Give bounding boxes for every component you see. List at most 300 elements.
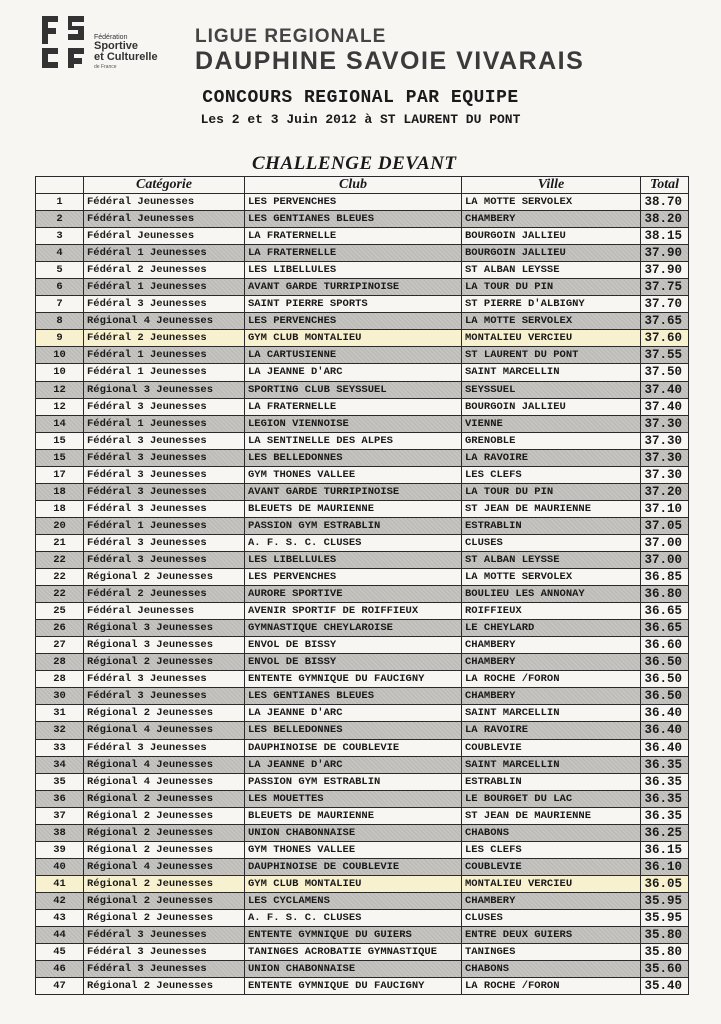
city-cell: LES CLEFS	[462, 466, 641, 483]
category-cell: Régional 3 Jeunesses	[84, 637, 245, 654]
category-cell: Régional 2 Jeunesses	[84, 841, 245, 858]
rank-cell: 4	[36, 245, 84, 262]
total-cell: 36.40	[641, 722, 689, 739]
club-cell: LES GENTIANES BLEUES	[245, 211, 462, 228]
table-row	[36, 296, 689, 313]
rank-cell: 21	[36, 534, 84, 551]
club-cell: LA FRATERNELLE	[245, 398, 462, 415]
table-row	[36, 330, 689, 347]
category-cell: Fédéral 3 Jeunesses	[84, 432, 245, 449]
city-cell: SEYSSUEL	[462, 381, 641, 398]
club-cell: LES LIBELLULES	[245, 551, 462, 568]
club-cell: LA JEANNE D'ARC	[245, 364, 462, 381]
category-cell: Fédéral 3 Jeunesses	[84, 551, 245, 568]
total-cell: 37.30	[641, 415, 689, 432]
rank-cell: 22	[36, 586, 84, 603]
table-row	[36, 944, 689, 961]
category-cell: Régional 3 Jeunesses	[84, 620, 245, 637]
category-cell: Fédéral 3 Jeunesses	[84, 296, 245, 313]
category-cell: Régional 3 Jeunesses	[84, 381, 245, 398]
category-cell: Régional 2 Jeunesses	[84, 875, 245, 892]
club-cell: TANINGES ACROBATIE GYMNASTIQUE	[245, 944, 462, 961]
city-cell: CHAMBERY	[462, 637, 641, 654]
club-cell: UNION CHABONNAISE	[245, 824, 462, 841]
table-row	[36, 688, 689, 705]
total-cell: 36.10	[641, 858, 689, 875]
city-cell: ST JEAN DE MAURIENNE	[462, 500, 641, 517]
federation-small-label: Fédération	[94, 34, 128, 41]
total-cell: 35.80	[641, 944, 689, 961]
city-cell: ST JEAN DE MAURIENNE	[462, 807, 641, 824]
table-row	[36, 211, 689, 228]
total-cell: 36.40	[641, 705, 689, 722]
total-cell: 37.20	[641, 483, 689, 500]
club-cell: PASSION GYM ESTRABLIN	[245, 773, 462, 790]
table-row	[36, 534, 689, 551]
table-row	[36, 517, 689, 534]
rank-cell: 17	[36, 466, 84, 483]
rank-cell: 15	[36, 432, 84, 449]
table-row	[36, 313, 689, 330]
total-cell: 37.90	[641, 245, 689, 262]
table-row	[36, 364, 689, 381]
club-cell: LES PERVENCHES	[245, 569, 462, 586]
rank-cell: 26	[36, 620, 84, 637]
club-cell: DAUPHINOISE DE COUBLEVIE	[245, 858, 462, 875]
club-cell: LES BELLEDONNES	[245, 449, 462, 466]
category-cell: Fédéral 3 Jeunesses	[84, 500, 245, 517]
club-cell: ENVOL DE BISSY	[245, 654, 462, 671]
category-cell: Fédéral 1 Jeunesses	[84, 279, 245, 296]
rank-cell: 28	[36, 654, 84, 671]
total-cell: 36.35	[641, 790, 689, 807]
table-row	[36, 858, 689, 875]
rank-cell: 7	[36, 296, 84, 313]
rank-cell: 32	[36, 722, 84, 739]
total-cell: 38.20	[641, 211, 689, 228]
rank-cell: 41	[36, 875, 84, 892]
rank-cell: 45	[36, 944, 84, 961]
club-cell: ENTENTE GYMNIQUE DU FAUCIGNY	[245, 978, 462, 995]
header-city: Ville	[462, 177, 641, 194]
rank-cell: 38	[36, 824, 84, 841]
city-cell: LA MOTTE SERVOLEX	[462, 194, 641, 211]
total-cell: 35.95	[641, 892, 689, 909]
category-cell: Fédéral 1 Jeunesses	[84, 415, 245, 432]
table-row	[36, 756, 689, 773]
club-cell: AVANT GARDE TURRIPINOISE	[245, 483, 462, 500]
category-cell: Fédéral 3 Jeunesses	[84, 944, 245, 961]
category-cell: Fédéral 3 Jeunesses	[84, 449, 245, 466]
city-cell: LA TOUR DU PIN	[462, 279, 641, 296]
total-cell: 36.65	[641, 620, 689, 637]
category-cell: Régional 4 Jeunesses	[84, 858, 245, 875]
rank-cell: 27	[36, 637, 84, 654]
club-cell: LA CARTUSIENNE	[245, 347, 462, 364]
category-cell: Fédéral Jeunesses	[84, 603, 245, 620]
rank-cell: 34	[36, 756, 84, 773]
club-cell: A. F. S. C. CLUSES	[245, 909, 462, 926]
rank-cell: 10	[36, 364, 84, 381]
category-cell: Fédéral Jeunesses	[84, 194, 245, 211]
total-cell: 37.90	[641, 262, 689, 279]
header-category: Catégorie	[84, 177, 245, 194]
category-cell: Fédéral 3 Jeunesses	[84, 483, 245, 500]
club-cell: LEGION VIENNOISE	[245, 415, 462, 432]
total-cell: 37.55	[641, 347, 689, 364]
rank-cell: 12	[36, 398, 84, 415]
rank-cell: 31	[36, 705, 84, 722]
table-row	[36, 603, 689, 620]
table-row	[36, 228, 689, 245]
rank-cell: 22	[36, 569, 84, 586]
rank-cell: 9	[36, 330, 84, 347]
fscf-logo-icon	[38, 12, 90, 72]
rank-cell: 35	[36, 773, 84, 790]
club-cell: ENTENTE GYMNIQUE DU FAUCIGNY	[245, 671, 462, 688]
category-cell: Fédéral 1 Jeunesses	[84, 517, 245, 534]
city-cell: LA ROCHE /FORON	[462, 978, 641, 995]
table-row	[36, 705, 689, 722]
rank-cell: 40	[36, 858, 84, 875]
city-cell: ST LAURENT DU PONT	[462, 347, 641, 364]
rank-cell: 30	[36, 688, 84, 705]
table-header-row	[36, 177, 689, 194]
category-cell: Régional 4 Jeunesses	[84, 773, 245, 790]
city-cell: LA RAVOIRE	[462, 722, 641, 739]
club-cell: ENVOL DE BISSY	[245, 637, 462, 654]
club-cell: GYM THONES VALLEE	[245, 841, 462, 858]
club-cell: AVENIR SPORTIF DE ROIFFIEUX	[245, 603, 462, 620]
table-row	[36, 432, 689, 449]
club-cell: GYM CLUB MONTALIEU	[245, 875, 462, 892]
table-row	[36, 978, 689, 995]
city-cell: LA TOUR DU PIN	[462, 483, 641, 500]
club-cell: GYM CLUB MONTALIEU	[245, 330, 462, 347]
total-cell: 36.80	[641, 586, 689, 603]
category-cell: Régional 4 Jeunesses	[84, 313, 245, 330]
rank-cell: 12	[36, 381, 84, 398]
city-cell: TANINGES	[462, 944, 641, 961]
rank-cell: 8	[36, 313, 84, 330]
total-cell: 36.05	[641, 875, 689, 892]
category-cell: Régional 2 Jeunesses	[84, 892, 245, 909]
rank-cell: 15	[36, 449, 84, 466]
table-row	[36, 909, 689, 926]
total-cell: 36.25	[641, 824, 689, 841]
club-cell: LES CYCLAMENS	[245, 892, 462, 909]
category-cell: Fédéral 3 Jeunesses	[84, 398, 245, 415]
club-cell: LA JEANNE D'ARC	[245, 705, 462, 722]
category-cell: Régional 2 Jeunesses	[84, 569, 245, 586]
city-cell: MONTALIEU VERCIEU	[462, 875, 641, 892]
city-cell: LES CLEFS	[462, 841, 641, 858]
city-cell: CHAMBERY	[462, 654, 641, 671]
city-cell: CLUSES	[462, 909, 641, 926]
federation-name	[94, 41, 158, 63]
club-cell: BLEUETS DE MAURIENNE	[245, 807, 462, 824]
results-table	[35, 176, 689, 995]
category-cell: Régional 2 Jeunesses	[84, 705, 245, 722]
club-cell: LES BELLEDONNES	[245, 722, 462, 739]
rank-cell: 20	[36, 517, 84, 534]
table-row	[36, 841, 689, 858]
total-cell: 35.40	[641, 978, 689, 995]
rank-cell: 36	[36, 790, 84, 807]
city-cell: LE CHEYLARD	[462, 620, 641, 637]
rank-cell: 37	[36, 807, 84, 824]
total-cell: 37.40	[641, 398, 689, 415]
table-row	[36, 398, 689, 415]
category-cell: Fédéral 3 Jeunesses	[84, 961, 245, 978]
club-cell: PASSION GYM ESTRABLIN	[245, 517, 462, 534]
total-cell: 37.05	[641, 517, 689, 534]
total-cell: 37.75	[641, 279, 689, 296]
club-cell: LA FRATERNELLE	[245, 245, 462, 262]
category-cell: Fédéral 1 Jeunesses	[84, 347, 245, 364]
club-cell: LES PERVENCHES	[245, 313, 462, 330]
header-club: Club	[245, 177, 462, 194]
rank-cell: 28	[36, 671, 84, 688]
rank-cell: 14	[36, 415, 84, 432]
club-cell: LES GENTIANES BLEUES	[245, 688, 462, 705]
city-cell: SAINT MARCELLIN	[462, 705, 641, 722]
category-cell: Fédéral 3 Jeunesses	[84, 739, 245, 756]
table-row	[36, 739, 689, 756]
federation-tiny-label: de France	[94, 64, 117, 70]
total-cell: 36.85	[641, 569, 689, 586]
city-cell: CHABONS	[462, 824, 641, 841]
club-cell: AVANT GARDE TURRIPINOISE	[245, 279, 462, 296]
category-cell: Fédéral Jeunesses	[84, 228, 245, 245]
city-cell: BOURGOIN JALLIEU	[462, 228, 641, 245]
rank-cell: 10	[36, 347, 84, 364]
header-total: Total	[641, 177, 689, 194]
table-row	[36, 569, 689, 586]
club-cell: UNION CHABONNAISE	[245, 961, 462, 978]
table-row	[36, 415, 689, 432]
city-cell: CLUSES	[462, 534, 641, 551]
city-cell: LE BOURGET DU LAC	[462, 790, 641, 807]
rank-cell: 6	[36, 279, 84, 296]
total-cell: 37.30	[641, 466, 689, 483]
total-cell: 37.65	[641, 313, 689, 330]
table-row	[36, 483, 689, 500]
rank-cell: 25	[36, 603, 84, 620]
category-cell: Régional 2 Jeunesses	[84, 824, 245, 841]
total-cell: 36.50	[641, 654, 689, 671]
club-cell: SAINT PIERRE SPORTS	[245, 296, 462, 313]
city-cell: BOURGOIN JALLIEU	[462, 245, 641, 262]
category-cell: Fédéral 1 Jeunesses	[84, 245, 245, 262]
total-cell: 37.50	[641, 364, 689, 381]
rank-cell: 39	[36, 841, 84, 858]
city-cell: ST PIERRE D'ALBIGNY	[462, 296, 641, 313]
table-row	[36, 586, 689, 603]
category-cell: Fédéral 3 Jeunesses	[84, 466, 245, 483]
city-cell: CHAMBERY	[462, 892, 641, 909]
table-row	[36, 245, 689, 262]
total-cell: 37.10	[641, 500, 689, 517]
total-cell: 37.70	[641, 296, 689, 313]
table-row	[36, 637, 689, 654]
table-row	[36, 347, 689, 364]
category-cell: Régional 4 Jeunesses	[84, 756, 245, 773]
city-cell: SAINT MARCELLIN	[462, 756, 641, 773]
table-row	[36, 927, 689, 944]
club-cell: A. F. S. C. CLUSES	[245, 534, 462, 551]
rank-cell: 1	[36, 194, 84, 211]
table-row	[36, 449, 689, 466]
table-row	[36, 671, 689, 688]
rank-cell: 47	[36, 978, 84, 995]
city-cell: ST ALBAN LEYSSE	[462, 262, 641, 279]
club-cell: ENTENTE GYMNIQUE DU GUIERS	[245, 927, 462, 944]
table-row	[36, 722, 689, 739]
city-cell: SAINT MARCELLIN	[462, 364, 641, 381]
city-cell: BOULIEU LES ANNONAY	[462, 586, 641, 603]
category-cell: Fédéral 1 Jeunesses	[84, 364, 245, 381]
total-cell: 35.95	[641, 909, 689, 926]
table-row	[36, 807, 689, 824]
total-cell: 36.35	[641, 773, 689, 790]
table-row	[36, 654, 689, 671]
city-cell: ROIFFIEUX	[462, 603, 641, 620]
table-row	[36, 262, 689, 279]
total-cell: 36.15	[641, 841, 689, 858]
ligue-region: DAUPHINE SAVOIE VIVARAIS	[195, 47, 585, 75]
total-cell: 36.60	[641, 637, 689, 654]
federation-line-2: et Culturelle	[94, 51, 158, 63]
table-row	[36, 773, 689, 790]
ligue-title: LIGUE REGIONALE	[195, 26, 387, 47]
header-rank	[36, 177, 84, 194]
total-cell: 36.50	[641, 671, 689, 688]
club-cell: AURORE SPORTIVE	[245, 586, 462, 603]
city-cell: LA MOTTE SERVOLEX	[462, 313, 641, 330]
challenge-title: CHALLENGE DEVANT	[252, 153, 457, 174]
city-cell: GRENOBLE	[462, 432, 641, 449]
table-row	[36, 620, 689, 637]
contest-title: CONCOURS REGIONAL PAR EQUIPE	[202, 88, 519, 108]
rank-cell: 18	[36, 500, 84, 517]
federation-logo	[38, 12, 178, 72]
category-cell: Fédéral 3 Jeunesses	[84, 671, 245, 688]
club-cell: LA FRATERNELLE	[245, 228, 462, 245]
rank-cell: 43	[36, 909, 84, 926]
club-cell: LA JEANNE D'ARC	[245, 756, 462, 773]
total-cell: 36.35	[641, 756, 689, 773]
table-row	[36, 551, 689, 568]
total-cell: 38.70	[641, 194, 689, 211]
total-cell: 37.60	[641, 330, 689, 347]
table-row	[36, 279, 689, 296]
total-cell: 36.65	[641, 603, 689, 620]
table-row	[36, 500, 689, 517]
category-cell: Régional 2 Jeunesses	[84, 807, 245, 824]
total-cell: 36.40	[641, 739, 689, 756]
city-cell: CHAMBERY	[462, 211, 641, 228]
category-cell: Régional 2 Jeunesses	[84, 654, 245, 671]
category-cell: Fédéral 2 Jeunesses	[84, 262, 245, 279]
category-cell: Fédéral 2 Jeunesses	[84, 330, 245, 347]
contest-dates: Les 2 et 3 Juin 2012 à ST LAURENT DU PONT	[200, 112, 521, 127]
table-row	[36, 194, 689, 211]
club-cell: GYM THONES VALLEE	[245, 466, 462, 483]
rank-cell: 22	[36, 551, 84, 568]
category-cell: Régional 2 Jeunesses	[84, 909, 245, 926]
rank-cell: 33	[36, 739, 84, 756]
city-cell: LA ROCHE /FORON	[462, 671, 641, 688]
total-cell: 35.80	[641, 927, 689, 944]
rank-cell: 2	[36, 211, 84, 228]
total-cell: 37.00	[641, 551, 689, 568]
total-cell: 36.35	[641, 807, 689, 824]
city-cell: ENTRE DEUX GUIERS	[462, 927, 641, 944]
table-row	[36, 961, 689, 978]
total-cell: 37.00	[641, 534, 689, 551]
club-cell: BLEUETS DE MAURIENNE	[245, 500, 462, 517]
city-cell: COUBLEVIE	[462, 739, 641, 756]
rank-cell: 44	[36, 927, 84, 944]
city-cell: CHABONS	[462, 961, 641, 978]
table-row	[36, 790, 689, 807]
rank-cell: 5	[36, 262, 84, 279]
category-cell: Régional 4 Jeunesses	[84, 722, 245, 739]
club-cell: LES MOUETTES	[245, 790, 462, 807]
city-cell: COUBLEVIE	[462, 858, 641, 875]
category-cell: Fédéral Jeunesses	[84, 211, 245, 228]
city-cell: ESTRABLIN	[462, 517, 641, 534]
city-cell: LA MOTTE SERVOLEX	[462, 569, 641, 586]
category-cell: Régional 2 Jeunesses	[84, 978, 245, 995]
table-row	[36, 892, 689, 909]
rank-cell: 3	[36, 228, 84, 245]
city-cell: CHAMBERY	[462, 688, 641, 705]
city-cell: LA RAVOIRE	[462, 449, 641, 466]
club-cell: LA SENTINELLE DES ALPES	[245, 432, 462, 449]
total-cell: 38.15	[641, 228, 689, 245]
total-cell: 36.50	[641, 688, 689, 705]
city-cell: BOURGOIN JALLIEU	[462, 398, 641, 415]
city-cell: VIENNE	[462, 415, 641, 432]
total-cell: 37.30	[641, 449, 689, 466]
table-row	[36, 824, 689, 841]
club-cell: SPORTING CLUB SEYSSUEL	[245, 381, 462, 398]
rank-cell: 46	[36, 961, 84, 978]
total-cell: 35.60	[641, 961, 689, 978]
table-row	[36, 875, 689, 892]
club-cell: DAUPHINOISE DE COUBLEVIE	[245, 739, 462, 756]
category-cell: Fédéral 3 Jeunesses	[84, 927, 245, 944]
category-cell: Régional 2 Jeunesses	[84, 790, 245, 807]
category-cell: Fédéral 3 Jeunesses	[84, 534, 245, 551]
city-cell: ESTRABLIN	[462, 773, 641, 790]
category-cell: Fédéral 2 Jeunesses	[84, 586, 245, 603]
category-cell: Fédéral 3 Jeunesses	[84, 688, 245, 705]
rank-cell: 42	[36, 892, 84, 909]
total-cell: 37.40	[641, 381, 689, 398]
total-cell: 37.30	[641, 432, 689, 449]
table-row	[36, 381, 689, 398]
club-cell: GYMNASTIQUE CHEYLAROISE	[245, 620, 462, 637]
city-cell: MONTALIEU VERCIEU	[462, 330, 641, 347]
club-cell: LES PERVENCHES	[245, 194, 462, 211]
club-cell: LES LIBELLULES	[245, 262, 462, 279]
rank-cell: 18	[36, 483, 84, 500]
city-cell: ST ALBAN LEYSSE	[462, 551, 641, 568]
table-row	[36, 466, 689, 483]
